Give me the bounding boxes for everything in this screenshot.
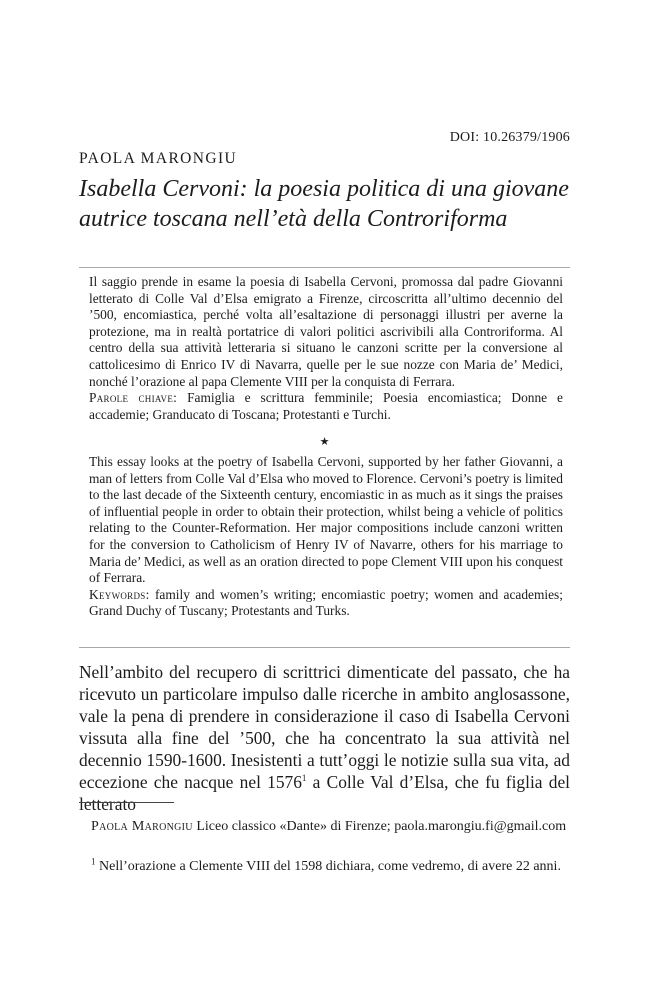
keywords-label-italian: Parole chiave: [89,390,178,406]
author-name: PAOLA MARONGIU [79,150,238,167]
abstract-english-text: This essay looks at the poetry of Isabella Cervoni, supported by her father Giovanni, a man of letters from Colle Val d’Elsa who moved to Florence. Cervoni’s poetry is limited to the last decade of the Sixteenth century, encomiastic in as much as it sings the praises of influential people in order to obtain their protection, whilst being a vehicle of politics relating to the Counter-Reformation. Her major compositions include canzoni written for the conversion to Catholicism of Henry IV of Navarre, others for his marriage to Maria de’ Medici, as well as an oration directed to pope Clement VIII upon his conquest of Ferrara. [89,454,563,586]
body-text-start: Nell’ambito del recupero di scrittrici dimenticate del passato, che ha ricevuto un particolare impulso dalle ricerche in ambito anglosassone, vale la pena di prendere in considerazione il caso di Isabella Cervoni vissuta alla fine del ’500, che ha concentrato la sua attività nel decennio 1590-1600. Inesistenti a tutt’oggi le notizie sulla sua vita, ad eccezione che nacque nel 1576 [79,662,570,792]
footnote-1-text: Nell’orazione a Clemente VIII del 1598 dichiara, come vedremo, di avere 22 anni. [95,859,561,874]
keywords-italian: Famiglia e scrittura femminile; Poesia encomiastica; Donne e accademie; Granducato di Toscana; Protestanti e Turchi. [89,390,563,422]
footnote-1-number: 1 [91,856,96,867]
footnote-author-name: Paola Marongiu [91,819,193,834]
abstract-italian-text: Il saggio prende in esame la poesia di Isabella Cervoni, promossa dal padre Giovanni letterato di Colle Val d’Elsa emigrato a Firenze, circoscritta all’ultimo decennio del ’500, encomiastica, perché volta all’esaltazione di personaggi illustri per averne la protezione, ma in realtà portatrice di valori politici ascrivibili alla Controriforma. Al centro della sua attività letteraria si situano le canzoni scritte per la conversione al cattolicesimo di Enrico IV di Navarra, quelle per le sue nozze con Maria de’ Medici, nonché l’orazione al papa Clemente VIII per la conquista di Ferrara. [89,274,563,389]
article-page [79,0,570,985]
footnote-author [79,817,570,836]
keywords-english: family and women’s writing; encomiastic poetry; women and academies; Grand Duchy of Tuscany; Protestants and Turks. [89,586,563,619]
doi-label: DOI: 10.26379/1906 [449,130,570,145]
footnote-rule [79,802,174,803]
body-text-end: a Colle Val d’Elsa, che fu figlia del letterato [79,772,570,814]
abstract-italian [89,274,563,423]
keywords-label-english: Keywords: [89,586,150,602]
footnote-ref-1[interactable]: 1 [301,773,307,784]
body-paragraph [79,661,570,815]
star-separator: ★ [319,436,330,448]
footnote-author-affiliation: Liceo classico «Dante» di Firenze; paola.marongiu.fi@gmail.com [192,819,567,834]
abstract-english [89,454,563,620]
abstract-box [79,267,570,648]
footnote-1 [79,857,570,876]
article-title: Isabella Cervoni: la poesia politica di una giovane autrice toscana nell’età della Controriforma [79,176,569,232]
